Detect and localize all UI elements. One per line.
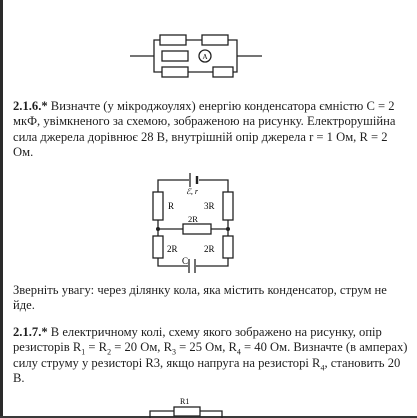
- problem-217-part3: = 20 Ом, R: [111, 340, 172, 355]
- problem-217-sub5: 4: [320, 363, 325, 373]
- problem-217-sub1: 1: [81, 347, 86, 357]
- problem-217-figure: [0, 398, 417, 418]
- problem-216-text: [13, 99, 408, 161]
- problem-217-sub4: 4: [236, 347, 241, 357]
- ammeter-label: A: [202, 53, 208, 61]
- right-bottom-resistor-label: 2R: [204, 244, 215, 254]
- problem-216-body: Визначте (у мікроджоулях) енергію конденсатора ємністю С = 2 мкФ, увімкненого за схемою, зображеною на рисунку. Електрорушійна сила джерела дорівнює 28 В, внутрішній опір джерела r = 1 Ом, R = 2 Ом.: [13, 99, 396, 160]
- left-top-resistor-label: R: [168, 201, 175, 211]
- problem-217-part1: В електричному колі, схему якого зображено на рисунку, опір резисторів R: [13, 325, 382, 355]
- note-text: Зверніть увагу: через ділянку кола, яка містить конденсатор, струм не йде.: [13, 283, 387, 313]
- problem-217-text: [13, 325, 408, 387]
- problem-217-part6: , становить 20 В.: [13, 355, 401, 386]
- emf-label: ℰ, r: [186, 187, 198, 196]
- left-bottom-resistor-label: 2R: [167, 244, 178, 254]
- top-circuit-figure: [0, 0, 417, 90]
- r1-label: R1: [180, 397, 190, 406]
- problem-216-figure: [0, 172, 417, 272]
- problem-217-part4: = 25 Ом, R: [176, 340, 237, 355]
- problem-217-part5: = 40 Ом. Визначте (в амперах) силу струму у резисторі R3, якщо напруга на резисторі R: [13, 340, 408, 370]
- problem-216-number: 2.1.6.*: [13, 99, 48, 113]
- problem-217-part2: = R: [85, 340, 108, 355]
- problem-217-sub3: 3: [172, 347, 176, 357]
- right-top-resistor-label: 3R: [204, 201, 215, 211]
- problem-217-sub2: 2: [107, 347, 112, 357]
- middle-resistor-label: 2R: [188, 214, 198, 224]
- capacitor-label: C: [182, 256, 189, 266]
- problem-217-number: 2.1.7.*: [13, 325, 48, 339]
